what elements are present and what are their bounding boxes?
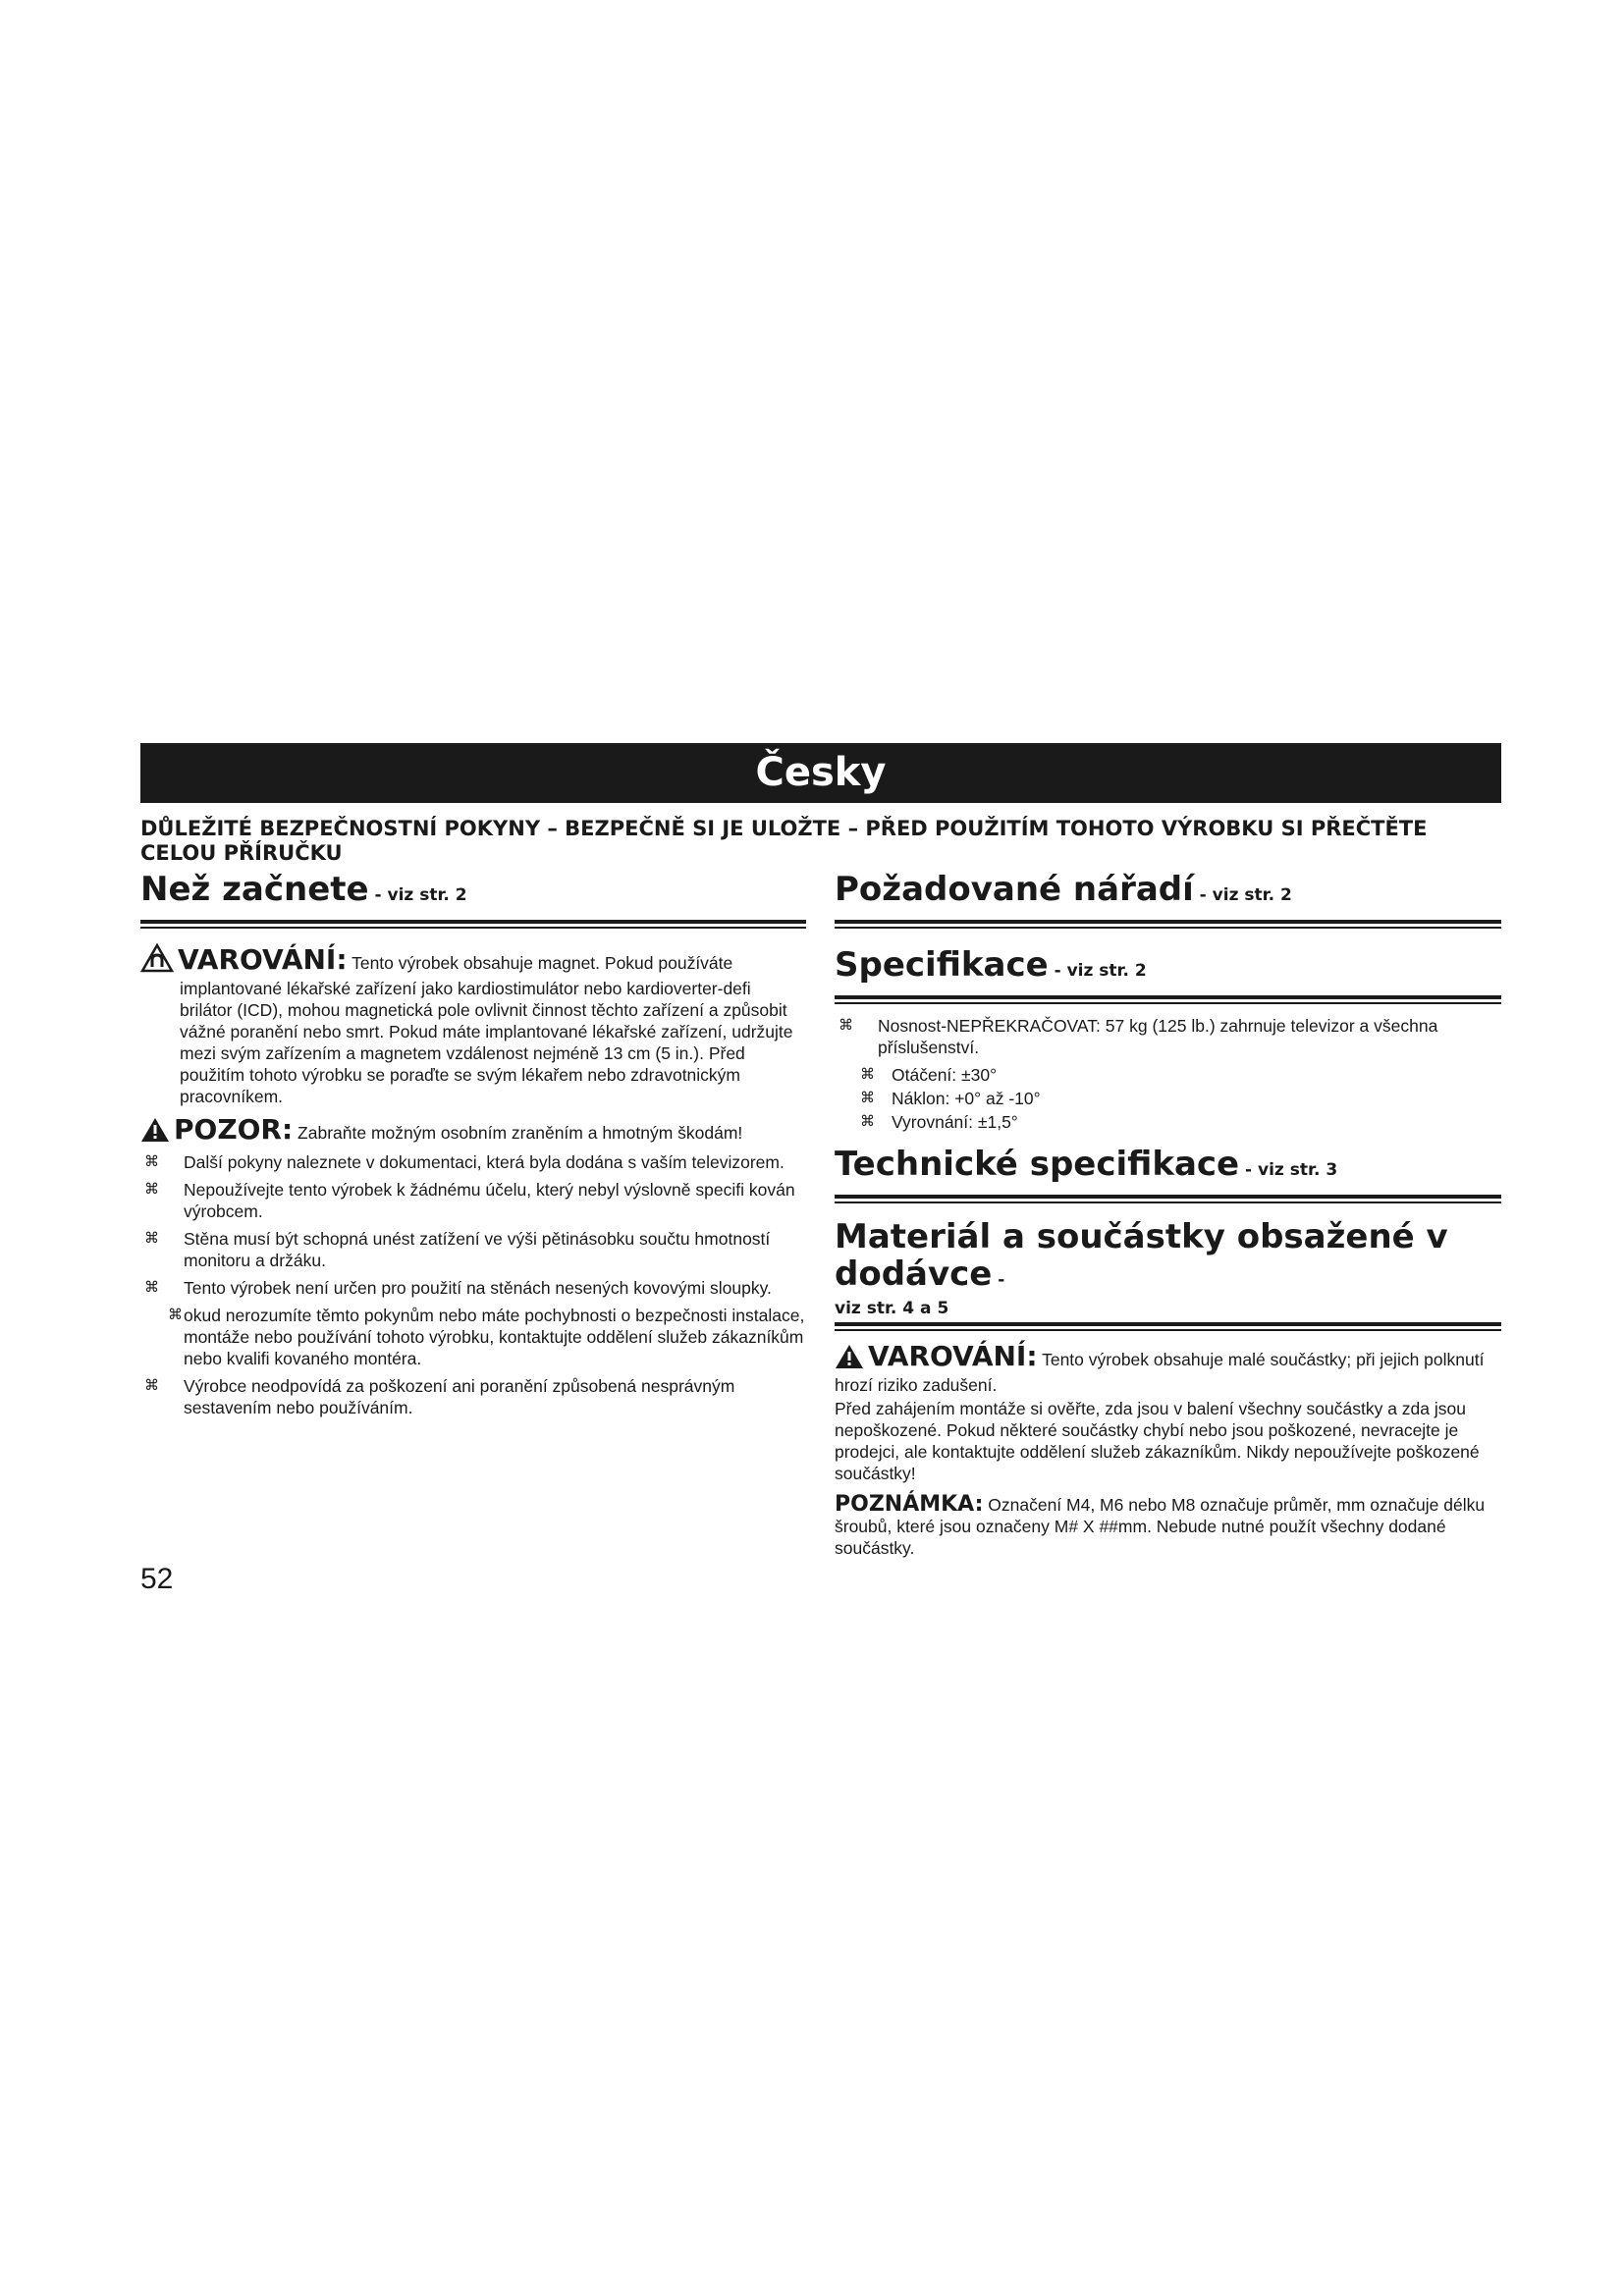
caution: [140, 1113, 806, 1148]
list-item: ⌘ Tento výrobek není určen pro použití na stěnách nesených kovovými sloupky.: [144, 1278, 772, 1298]
warning-text: Tento výrobek obsahuje malé součástky; při jejich polknutí hrozí riziko zadušení.: [835, 1350, 1485, 1395]
left-column: [140, 868, 806, 1424]
bullet-icon: ⌘: [144, 1279, 159, 1296]
list-item: ⌘ Nepoužívejte tento výrobek k žádnému účelu, který nebyl výslovně specifi kován výrobcem.: [144, 1180, 795, 1221]
bullet-icon: ⌘: [144, 1230, 159, 1247]
small-parts-warning: [835, 1340, 1501, 1484]
warning-instructions: Před zahájením montáže si ověřte, zda jsou v balení všechny součástky a zda jsou nepoškozené. Pokud některé součástky chybí nebo jsou poškozené, nevracejte je prodejci, ale kontaktujte oddělení služeb zákazníkům. Nikdy nepoužívejte poškozené součástky!: [835, 1399, 1480, 1483]
page-reference: viz str. 4 a 5: [835, 1299, 949, 1318]
section-heading-tools: [835, 868, 1501, 924]
page-reference: - viz str. 2: [1193, 885, 1292, 905]
list-item: ⌘ Náklon: +0° až -10°: [860, 1089, 1041, 1108]
page-reference: - viz str. 2: [1048, 961, 1147, 981]
bullet-icon: ⌘: [144, 1377, 159, 1394]
page-reference: - viz str. 2: [368, 885, 467, 905]
magnet-warning-icon: [140, 943, 174, 978]
safety-notice: DŮLEŽITÉ BEZPEČNOSTNÍ POKYNY – BEZPEČNĚ SI JE ULOŽTE – PŘED POUŽITÍM TOHOTO VÝROBKU SI PŘEČTĚTE CELOU PŘÍRUČKU: [140, 817, 1428, 865]
caution-text: Zabraňte možným osobním zraněním a hmotným škodám!: [293, 1123, 743, 1143]
warning-title: VAROVÁNÍ:: [178, 943, 348, 976]
heading-text: Požadované nářadí: [835, 870, 1194, 909]
magnet-warning: [140, 943, 806, 1107]
note-title: POZNÁMKA:: [835, 1492, 984, 1517]
language-banner: Česky: [140, 743, 1501, 803]
list-item: ⌘ Výrobce neodpovídá za poškození ani poranění způsobená nesprávným sestavením nebo používáním.: [144, 1376, 735, 1417]
warning-lead: Tento výrobek obsahuje magnet. Pokud používáte: [347, 953, 733, 973]
bullet-icon: ⌘: [144, 1181, 159, 1198]
bullet-icon: ⌘: [144, 1153, 159, 1170]
page-reference: - viz str. 3: [1239, 1160, 1338, 1180]
list-item: ⌘ Stěna musí být schopná unést zatížení ve výši pětinásobku součtu hmotností monitoru a držáku.: [144, 1229, 771, 1270]
bullet-icon: ⌘: [860, 1090, 875, 1106]
list-item: ⌘ Vyrovnání: ±1,5°: [860, 1112, 1018, 1132]
warning-triangle-icon: [140, 1117, 170, 1148]
list-item: ⌘ Nosnost-NEPŘEKRAČOVAT: 57 kg (125 lb.) zahrnuje televizor a všechna příslušenství.: [839, 1016, 1438, 1057]
warning-title: VAROVÁNÍ:: [868, 1340, 1038, 1372]
section-heading-parts: [835, 1218, 1501, 1326]
heading-text: Než začnete: [140, 870, 369, 909]
section-heading-technical-specifications: [835, 1143, 1501, 1199]
heading-text: Specifikace: [835, 945, 1049, 985]
bullet-icon: ⌘: [860, 1113, 875, 1130]
page-number: 52: [140, 1563, 174, 1595]
list-item: ⌘ Otáčení: ±30°: [860, 1065, 998, 1085]
bullet-icon: ⌘: [839, 1017, 853, 1034]
note-text: Označení M4, M6 nebo M8 označuje průměr, mm označuje délku šroubů, které jsou označeny M# X ##mm. Nebude nutné použít všechny dodané součástky.: [835, 1495, 1486, 1558]
specification-sub-list: [835, 1064, 1501, 1133]
list-item: ⌘ Další pokyny naleznete v dokumentaci, která byla dodána s vaším televizorem.: [144, 1152, 785, 1172]
page-reference-dash: -: [992, 1270, 1005, 1290]
specification-list: [835, 1015, 1501, 1058]
warning-triangle-icon: [835, 1344, 864, 1374]
bullet-icon: ⌘: [168, 1307, 183, 1323]
list-item: ⌘ okud nerozumíte těmto pokynům nebo máte pochybnosti o bezpečnosti instalace, montáže nebo používání tohoto výrobku, kontaktujte oddělení služeb zákazníkům nebo kvalifi kovaného montéra.: [168, 1306, 805, 1368]
warning-text: implantované lékařské zařízení jako kardiostimulátor nebo kardioverter-defi brilátor (ICD), mohou magnetická pole ovlivnit činnost těchto zařízení a způsobit vážné poranění nebo smrt. Pokud máte implantované lékařské zařízení, udržujte mezi svým zařízením a magnetem vzdálenost nejméně 13 cm (5 in.). Před použitím tohoto výrobku se poraďte se svým lékařem nebo zdravotnickým pracovníkem.: [180, 979, 793, 1106]
safety-bullet-list: [140, 1151, 806, 1418]
bullet-icon: ⌘: [860, 1066, 875, 1083]
note: [835, 1494, 1501, 1559]
section-heading-specifications: [835, 943, 1501, 999]
heading-text: Technické specifikace: [835, 1145, 1240, 1184]
heading-text: Materiál a součástky obsažené v dodávce: [835, 1217, 1448, 1294]
section-heading-before-start: [140, 868, 806, 924]
right-column: [835, 868, 1501, 1559]
caution-title: POZOR:: [174, 1113, 294, 1146]
